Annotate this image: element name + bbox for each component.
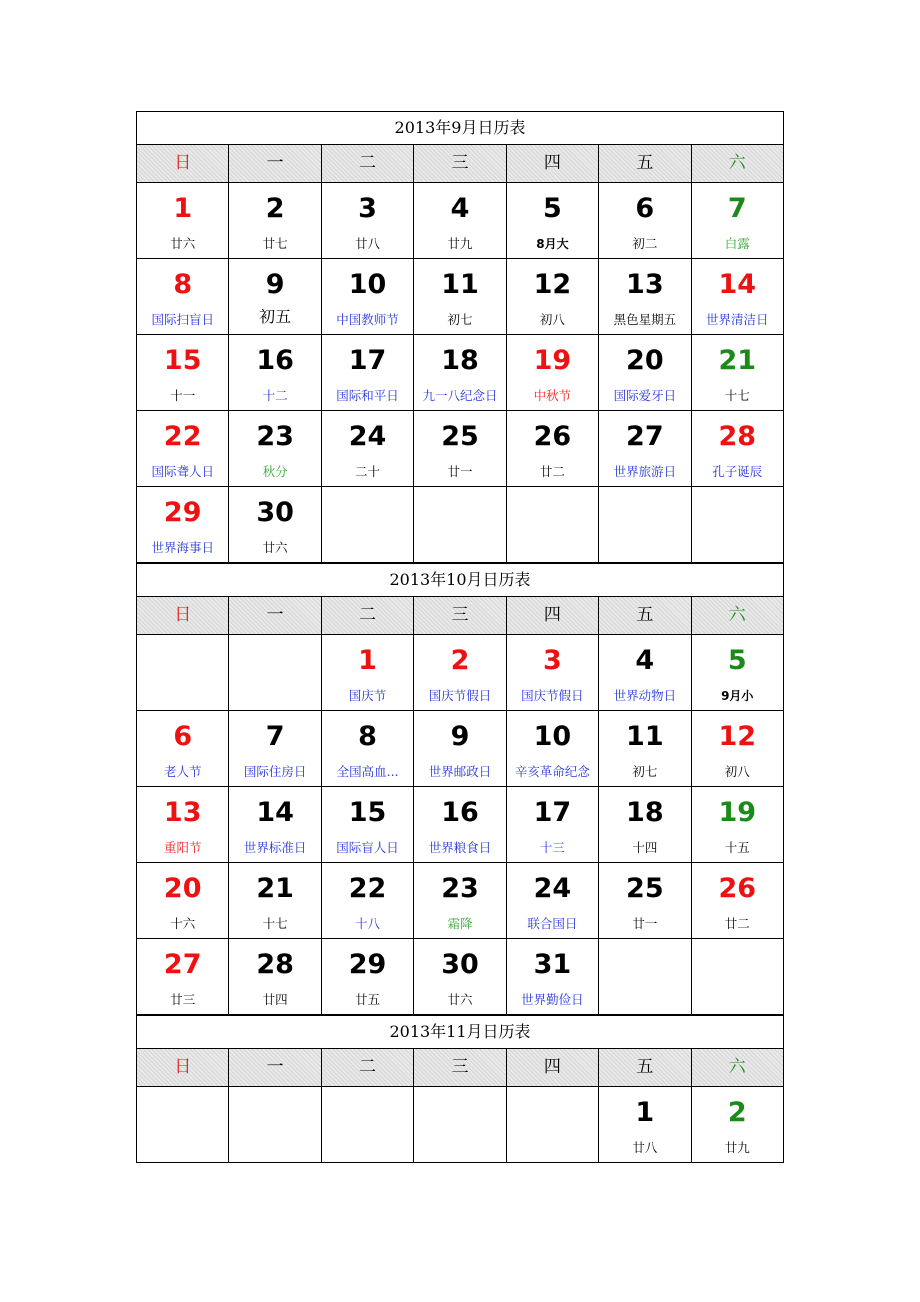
- day-number: 8: [173, 269, 193, 300]
- day-note: 国庆节假日: [428, 688, 492, 703]
- day-note: 老人节: [163, 764, 202, 779]
- day-note: 廿六: [447, 992, 473, 1007]
- day-note: 十二: [262, 388, 288, 403]
- day-note: 国际爱牙日: [613, 388, 677, 403]
- day-cell: [229, 787, 321, 862]
- weekday-label: 四: [507, 1049, 599, 1086]
- day-cell: [137, 487, 229, 562]
- month-table: [136, 1014, 784, 1163]
- day-cell: [507, 711, 599, 786]
- day-cell: [692, 335, 783, 410]
- weekday-label: 六: [692, 597, 783, 634]
- day-note: 国际和平日: [336, 388, 399, 403]
- day-cell: [599, 863, 691, 938]
- day-cell: [137, 411, 229, 486]
- week-row: [137, 939, 783, 1014]
- weekday-label: 六: [692, 145, 783, 182]
- day-cell: [137, 259, 229, 334]
- day-cell: [414, 939, 506, 1014]
- day-note: 世界粮食日: [428, 840, 492, 855]
- day-number: 30: [441, 949, 479, 980]
- empty-cell: [322, 1087, 414, 1162]
- day-note: 世界清洁日: [705, 312, 769, 327]
- day-cell: [599, 183, 691, 258]
- day-number: 4: [450, 193, 470, 224]
- day-cell: [229, 259, 321, 334]
- day-cell: [137, 863, 229, 938]
- day-number: 10: [348, 269, 387, 300]
- day-number: 2: [450, 645, 470, 676]
- weekday-label: 五: [599, 1049, 691, 1086]
- day-cell: [507, 787, 599, 862]
- day-cell: [507, 335, 599, 410]
- week-row: [137, 487, 783, 562]
- day-cell: [322, 711, 414, 786]
- day-note: 十七: [262, 916, 288, 931]
- day-cell: [692, 711, 783, 786]
- day-cell: [414, 711, 506, 786]
- day-note: 世界邮政日: [428, 764, 492, 779]
- day-note: 廿二: [724, 916, 750, 931]
- weekday-label: 日: [137, 597, 229, 634]
- day-note: 全国高血...: [336, 764, 399, 779]
- day-note: 廿九: [724, 1140, 750, 1155]
- day-cell: [322, 939, 414, 1014]
- day-number: 22: [348, 873, 387, 904]
- day-number: 11: [626, 721, 664, 752]
- empty-cell: [507, 1087, 599, 1162]
- day-note: 初八: [539, 312, 565, 327]
- weekday-label: 日: [137, 145, 229, 182]
- month-title: 2013年9月日历表: [137, 112, 783, 145]
- day-number: 13: [626, 269, 664, 300]
- day-number: 28: [718, 421, 757, 452]
- day-number: 1: [173, 193, 193, 224]
- day-note: 世界勤俭日: [521, 992, 584, 1007]
- day-cell: [229, 183, 321, 258]
- day-number: 29: [163, 497, 202, 528]
- day-number: 9: [450, 721, 470, 752]
- day-cell: [322, 863, 414, 938]
- week-row: [137, 411, 783, 487]
- day-cell: [322, 183, 414, 258]
- empty-cell: [599, 487, 691, 562]
- day-note: 廿一: [632, 916, 658, 931]
- weekday-label: 四: [507, 597, 599, 634]
- day-note: 世界旅游日: [613, 464, 677, 479]
- weekday-header: [137, 597, 783, 635]
- day-number: 1: [635, 1097, 655, 1128]
- day-cell: [137, 183, 229, 258]
- day-note: 重阳节: [163, 840, 202, 855]
- day-cell: [137, 711, 229, 786]
- day-cell: [507, 635, 599, 710]
- day-cell: [229, 411, 321, 486]
- day-note: 霜降: [447, 916, 473, 931]
- day-cell: [692, 259, 783, 334]
- week-row: [137, 787, 783, 863]
- day-number: 17: [348, 345, 387, 376]
- day-number: 11: [441, 269, 479, 300]
- day-cell: [692, 183, 783, 258]
- day-note: 廿六: [170, 236, 196, 251]
- weekday-label: 一: [229, 145, 321, 182]
- weekday-label: 二: [322, 1049, 414, 1086]
- empty-cell: [692, 487, 783, 562]
- day-note: 廿八: [632, 1140, 658, 1155]
- day-number: 1: [358, 645, 377, 676]
- weekday-header: [137, 1049, 783, 1087]
- day-note: 廿九: [447, 236, 473, 251]
- day-number: 25: [626, 873, 664, 904]
- day-cell: [599, 1087, 691, 1162]
- day-number: 17: [533, 797, 572, 828]
- day-note: 廿八: [355, 236, 381, 251]
- day-cell: [137, 939, 229, 1014]
- day-note: 中国教师节: [336, 312, 399, 327]
- day-note: 十六: [170, 916, 196, 931]
- empty-cell: [322, 487, 414, 562]
- day-number: 27: [626, 421, 664, 452]
- day-cell: [229, 487, 321, 562]
- day-number: 7: [265, 721, 285, 752]
- day-number: 6: [635, 193, 655, 224]
- day-number: 2: [265, 193, 285, 224]
- month-table: [136, 562, 784, 1014]
- day-cell: [507, 183, 599, 258]
- empty-cell: [599, 939, 691, 1014]
- empty-cell: [137, 1087, 229, 1162]
- day-note: 廿二: [539, 464, 565, 479]
- day-number: 24: [348, 421, 387, 452]
- day-number: 2: [727, 1097, 747, 1128]
- day-cell: [692, 411, 783, 486]
- day-number: 18: [441, 345, 479, 376]
- day-number: 18: [626, 797, 664, 828]
- day-note: 9月小: [721, 689, 754, 703]
- day-cell: [414, 183, 506, 258]
- weekday-label: 五: [599, 597, 691, 634]
- day-number: 26: [533, 421, 572, 452]
- day-note: 黑色星期五: [613, 312, 677, 327]
- day-cell: [229, 335, 321, 410]
- week-row: [137, 711, 783, 787]
- empty-cell: [507, 487, 599, 562]
- day-note: 联合国日: [527, 916, 578, 931]
- day-number: 16: [441, 797, 479, 828]
- day-note: 十一: [170, 388, 196, 403]
- day-cell: [322, 411, 414, 486]
- day-note: 国庆节: [348, 688, 387, 703]
- day-number: 27: [163, 949, 202, 980]
- empty-cell: [414, 487, 506, 562]
- month-table: [136, 111, 784, 562]
- weekday-label: 日: [137, 1049, 229, 1086]
- day-note: 世界动物日: [613, 688, 677, 703]
- day-number: 12: [533, 269, 572, 300]
- day-cell: [229, 711, 321, 786]
- day-note: 辛亥革命纪念: [514, 764, 590, 779]
- day-cell: [414, 863, 506, 938]
- day-cell: [599, 635, 691, 710]
- day-number: 23: [441, 873, 479, 904]
- day-number: 8: [358, 721, 377, 752]
- day-note: 廿一: [447, 464, 473, 479]
- day-cell: [692, 635, 783, 710]
- day-note: 十五: [724, 840, 750, 855]
- day-number: 22: [163, 421, 202, 452]
- day-number: 6: [173, 721, 193, 752]
- weekday-label: 二: [322, 597, 414, 634]
- day-cell: [692, 863, 783, 938]
- weekday-label: 三: [414, 597, 506, 634]
- day-number: 19: [718, 797, 757, 828]
- day-number: 13: [163, 797, 202, 828]
- day-note: 廿五: [355, 992, 381, 1007]
- day-note: 初八: [724, 764, 750, 779]
- day-note: 廿三: [170, 992, 196, 1007]
- day-cell: [414, 411, 506, 486]
- empty-cell: [692, 939, 783, 1014]
- day-cell: [322, 635, 414, 710]
- day-note: 秋分: [262, 464, 288, 479]
- day-number: 15: [163, 345, 202, 376]
- day-note: 国庆节假日: [521, 688, 584, 703]
- day-note: 世界标准日: [243, 840, 307, 855]
- day-note: 8月大: [536, 237, 569, 251]
- month-title: 2013年10月日历表: [137, 564, 783, 597]
- day-number: 20: [163, 873, 202, 904]
- empty-cell: [137, 635, 229, 710]
- day-cell: [692, 787, 783, 862]
- weekday-label: 四: [507, 145, 599, 182]
- week-row: [137, 635, 783, 711]
- day-number: 3: [543, 645, 562, 676]
- day-cell: [137, 787, 229, 862]
- day-note: 十七: [724, 388, 750, 403]
- weekday-header: [137, 145, 783, 183]
- month-title: 2013年11月日历表: [137, 1016, 783, 1049]
- day-cell: [414, 787, 506, 862]
- week-row: [137, 183, 783, 259]
- weekday-label: 一: [229, 597, 321, 634]
- day-number: 24: [533, 873, 572, 904]
- weekday-label: 二: [322, 145, 414, 182]
- day-note: 九一八纪念日: [422, 388, 498, 403]
- day-cell: [322, 259, 414, 334]
- day-number: 19: [533, 345, 572, 376]
- weekday-label: 五: [599, 145, 691, 182]
- weekday-label: 三: [414, 1049, 506, 1086]
- day-cell: [229, 939, 321, 1014]
- day-cell: [322, 787, 414, 862]
- day-number: 23: [256, 421, 294, 452]
- day-number: 16: [256, 345, 294, 376]
- empty-cell: [414, 1087, 506, 1162]
- day-cell: [137, 335, 229, 410]
- day-note: 二十: [355, 464, 381, 479]
- day-number: 21: [718, 345, 757, 376]
- calendar: [136, 111, 784, 1163]
- day-note: 国际盲人日: [336, 840, 399, 855]
- day-cell: [599, 411, 691, 486]
- day-cell: [322, 335, 414, 410]
- day-number: 5: [727, 645, 747, 676]
- day-number: 20: [626, 345, 664, 376]
- week-row: [137, 335, 783, 411]
- day-note: 十三: [539, 840, 565, 855]
- day-cell: [414, 335, 506, 410]
- day-note: 初二: [632, 236, 658, 251]
- week-row: [137, 1087, 783, 1162]
- day-number: 10: [533, 721, 572, 752]
- day-note: 廿六: [262, 540, 288, 555]
- day-cell: [229, 863, 321, 938]
- day-note: 孔子诞辰: [712, 464, 763, 479]
- day-cell: [414, 259, 506, 334]
- week-row: [137, 863, 783, 939]
- day-number: 3: [358, 193, 377, 224]
- empty-cell: [229, 1087, 321, 1162]
- day-number: 5: [543, 193, 562, 224]
- day-number: 15: [348, 797, 387, 828]
- day-note: 国际住房日: [243, 764, 307, 779]
- day-number: 25: [441, 421, 479, 452]
- day-cell: [414, 635, 506, 710]
- day-cell: [507, 259, 599, 334]
- day-number: 29: [348, 949, 387, 980]
- day-cell: [507, 939, 599, 1014]
- day-note: 廿四: [262, 992, 288, 1007]
- weekday-label: 三: [414, 145, 506, 182]
- day-number: 9: [265, 269, 285, 300]
- day-cell: [599, 787, 691, 862]
- day-number: 7: [727, 193, 747, 224]
- day-number: 26: [718, 873, 757, 904]
- day-cell: [599, 259, 691, 334]
- day-note: 十八: [355, 916, 381, 931]
- week-row: [137, 259, 783, 335]
- day-note: 中秋节: [533, 388, 572, 403]
- day-number: 31: [533, 949, 572, 980]
- day-cell: [692, 1087, 783, 1162]
- weekday-label: 六: [692, 1049, 783, 1086]
- day-number: 14: [256, 797, 294, 828]
- day-cell: [599, 335, 691, 410]
- day-note: 初七: [447, 312, 473, 327]
- day-number: 28: [256, 949, 294, 980]
- empty-cell: [229, 635, 321, 710]
- day-number: 4: [635, 645, 655, 676]
- day-number: 14: [718, 269, 757, 300]
- day-number: 30: [256, 497, 294, 528]
- day-cell: [507, 411, 599, 486]
- weekday-label: 一: [229, 1049, 321, 1086]
- day-number: 12: [718, 721, 757, 752]
- day-note: 初五: [259, 309, 292, 325]
- day-note: 初七: [632, 764, 658, 779]
- day-note: 廿七: [262, 236, 288, 251]
- day-cell: [507, 863, 599, 938]
- day-note: 十四: [632, 840, 658, 855]
- day-cell: [599, 711, 691, 786]
- day-note: 国际扫盲日: [151, 312, 214, 327]
- day-note: 白露: [724, 236, 750, 251]
- day-note: 国际聋人日: [151, 464, 214, 479]
- day-number: 21: [256, 873, 294, 904]
- day-note: 世界海事日: [151, 540, 214, 555]
